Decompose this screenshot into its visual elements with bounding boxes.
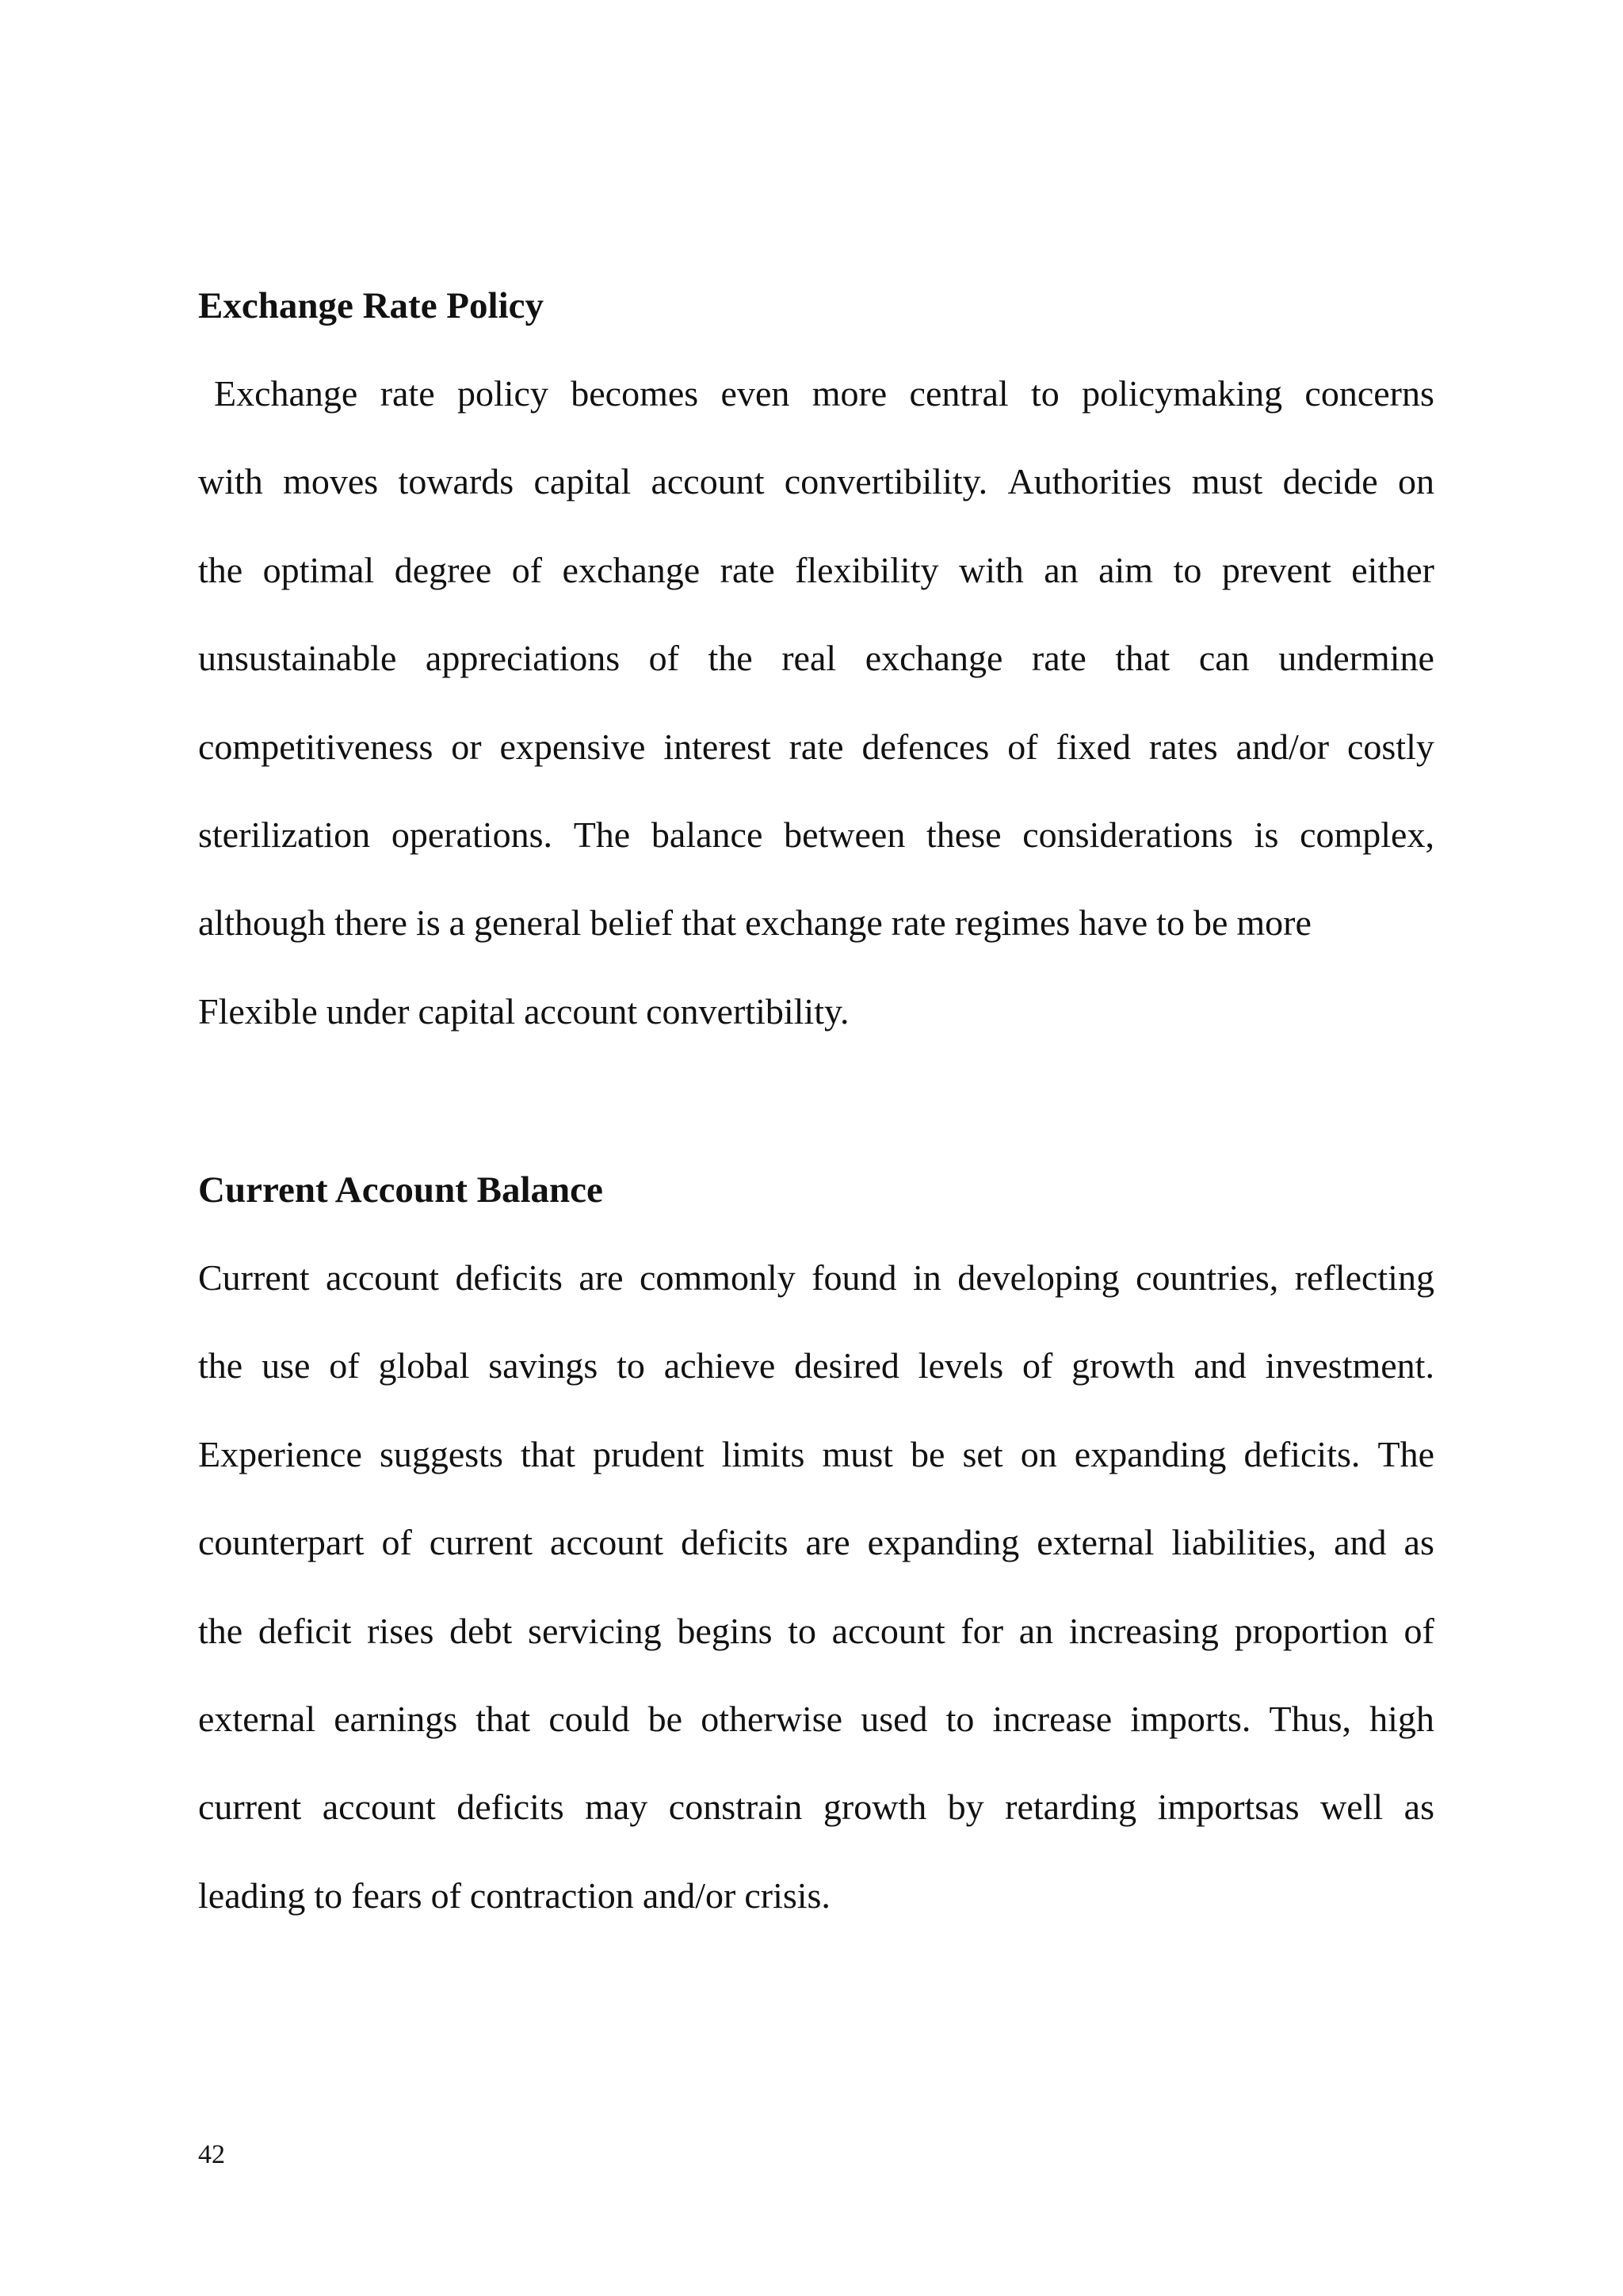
word: suggests <box>379 1433 503 1474</box>
word: for <box>960 1610 1004 1651</box>
text-line <box>198 901 1434 989</box>
text-line <box>198 636 1434 724</box>
word: general <box>474 902 582 944</box>
word: account <box>831 1610 945 1651</box>
word: is <box>1254 814 1279 855</box>
word: of <box>648 638 679 679</box>
word: deficits. <box>1243 1433 1361 1474</box>
word: more <box>812 373 888 414</box>
word: fears <box>351 1875 422 1916</box>
word: account <box>322 1787 436 1828</box>
word: rate <box>1031 638 1086 679</box>
word: policy <box>456 373 548 414</box>
word: competitiveness <box>198 726 433 767</box>
word: account <box>550 1522 664 1563</box>
word: policymaking <box>1082 373 1283 414</box>
word: degree <box>394 549 492 590</box>
word: decide <box>1282 461 1378 502</box>
word: prevent <box>1221 549 1331 590</box>
word: of <box>329 1345 360 1386</box>
word: more <box>1236 902 1312 944</box>
word: imports. <box>1130 1698 1251 1739</box>
word: external <box>1037 1522 1155 1563</box>
word: either <box>1351 549 1434 590</box>
word: investment. <box>1265 1345 1434 1386</box>
word: growth <box>1071 1345 1175 1386</box>
section-heading: Exchange Rate Policy <box>198 285 544 326</box>
word: fixed <box>1056 726 1131 767</box>
text-line <box>198 548 1434 636</box>
word: of <box>430 1875 461 1916</box>
word: commonly <box>639 1257 796 1298</box>
word: to <box>945 1698 975 1739</box>
word: of <box>511 549 543 590</box>
word: towards <box>398 461 514 502</box>
word: set <box>962 1433 1003 1474</box>
word: leading <box>198 1875 306 1916</box>
word: the <box>198 1345 243 1386</box>
text-line <box>198 1344 1434 1432</box>
word: to <box>1156 902 1185 944</box>
word: account <box>651 461 765 502</box>
text-line <box>198 1432 1434 1520</box>
word: Authorities <box>1007 461 1172 502</box>
word: operations. <box>391 814 552 855</box>
text-line <box>198 1874 1434 1962</box>
word: real <box>781 638 837 679</box>
word: that <box>475 1698 531 1739</box>
word: expanding <box>1074 1433 1227 1474</box>
text-line <box>198 1520 1434 1608</box>
word: with <box>198 461 263 502</box>
word: deficits <box>455 1257 563 1298</box>
word: the <box>198 1610 243 1651</box>
word: proportion <box>1234 1610 1388 1651</box>
word: importsas <box>1157 1787 1300 1828</box>
word: of <box>1403 1610 1434 1651</box>
word: sterilization <box>198 814 371 855</box>
word: high <box>1369 1698 1434 1739</box>
word: deficits <box>681 1522 789 1563</box>
word: deficit <box>258 1610 352 1651</box>
word: there <box>334 902 407 944</box>
text-line <box>198 1785 1434 1873</box>
word: rises <box>367 1610 434 1651</box>
word: account <box>325 1257 440 1298</box>
word: and/or <box>1235 726 1330 767</box>
word: exchange <box>562 549 701 590</box>
word: deficits <box>456 1787 564 1828</box>
word: capital <box>418 990 516 1032</box>
word: Experience <box>198 1433 362 1474</box>
word: Flexible <box>198 990 318 1032</box>
word: capital <box>533 461 632 502</box>
word: The <box>1377 1433 1434 1474</box>
word: otherwise <box>701 1698 843 1739</box>
word: to <box>617 1345 645 1386</box>
word: on <box>1397 461 1434 502</box>
word: achieve <box>663 1345 776 1386</box>
word: expensive <box>499 726 646 767</box>
word: earnings <box>334 1698 458 1739</box>
text-line <box>198 1609 1434 1697</box>
text-line <box>198 372 1434 460</box>
word: external <box>198 1698 316 1739</box>
word: interest <box>663 726 771 767</box>
word: although <box>198 902 326 944</box>
word: unsustainable <box>198 638 397 679</box>
text-line <box>198 813 1434 901</box>
word: crisis. <box>744 1875 831 1916</box>
word: as <box>1403 1787 1434 1828</box>
word: desired <box>794 1345 899 1386</box>
word: undermine <box>1278 638 1434 679</box>
word: have <box>1079 902 1148 944</box>
word: counterpart <box>198 1522 365 1563</box>
word: may <box>585 1787 648 1828</box>
text-line <box>198 725 1434 813</box>
section-current-account-balance <box>198 1168 1434 1962</box>
word: growth <box>823 1787 927 1828</box>
word: savings <box>488 1345 598 1386</box>
word: balance <box>651 814 763 855</box>
word: aim <box>1098 549 1154 590</box>
word: even <box>720 373 790 414</box>
word: that <box>1115 638 1170 679</box>
word: exchange <box>865 638 1003 679</box>
word: rate <box>720 549 775 590</box>
word: convertibility. <box>784 461 988 502</box>
word: rate <box>380 373 435 414</box>
word: central <box>909 373 1009 414</box>
word: servicing <box>528 1610 662 1651</box>
word: these <box>926 814 1002 855</box>
word: current <box>429 1522 533 1563</box>
word: levels <box>918 1345 1004 1386</box>
word: can <box>1198 638 1250 679</box>
word: developing <box>957 1257 1120 1298</box>
word: Thus, <box>1269 1698 1352 1739</box>
word: or <box>451 726 482 767</box>
word: as <box>1403 1522 1434 1563</box>
word: be <box>647 1698 683 1739</box>
word: increasing <box>1068 1610 1219 1651</box>
section-body <box>198 372 1434 1077</box>
text-line <box>198 990 1434 1077</box>
word: and <box>1334 1522 1387 1563</box>
word: be <box>1193 902 1228 944</box>
word: complex, <box>1300 814 1434 855</box>
word: is <box>415 902 441 944</box>
word: of <box>1007 726 1038 767</box>
word: must <box>822 1433 893 1474</box>
word: with <box>958 549 1024 590</box>
text-line <box>198 1697 1434 1785</box>
word: limits <box>721 1433 805 1474</box>
word: to <box>1031 373 1060 414</box>
word: costly <box>1346 726 1434 767</box>
word: constrain <box>668 1787 803 1828</box>
text-line <box>198 460 1434 547</box>
word: between <box>784 814 906 855</box>
word: and <box>1193 1345 1247 1386</box>
word: concerns <box>1304 373 1434 414</box>
word: that <box>520 1433 575 1474</box>
word: moves <box>283 461 379 502</box>
word: a <box>449 902 466 944</box>
word: under <box>326 990 410 1032</box>
word: could <box>548 1698 630 1739</box>
word: reflecting <box>1294 1257 1434 1298</box>
word: global <box>378 1345 470 1386</box>
word: of <box>1022 1345 1053 1386</box>
word: convertibility. <box>646 990 850 1032</box>
word: Exchange <box>214 373 358 414</box>
word: debt <box>449 1610 513 1651</box>
section-heading: Current Account Balance <box>198 1169 603 1211</box>
word: defences <box>861 726 990 767</box>
word: appreciations <box>425 638 621 679</box>
word: considerations <box>1022 814 1233 855</box>
word: by <box>947 1787 984 1828</box>
word: current <box>198 1787 302 1828</box>
word: of <box>381 1522 412 1563</box>
page-number: 42 <box>198 2140 225 2169</box>
word: found <box>812 1257 897 1298</box>
word: The <box>573 814 631 855</box>
word: and/or <box>642 1875 736 1916</box>
word: prudent <box>593 1433 705 1474</box>
word: are <box>805 1522 850 1563</box>
word: begins <box>677 1610 773 1651</box>
word: rate <box>891 902 946 944</box>
text-line <box>198 1256 1434 1344</box>
word: belief <box>590 902 674 944</box>
word: flexibility <box>795 549 939 590</box>
word: contraction <box>469 1875 634 1916</box>
word: in <box>913 1257 941 1298</box>
section-body <box>198 1256 1434 1962</box>
word: must <box>1191 461 1263 502</box>
word: an <box>1018 1610 1054 1651</box>
word: countries, <box>1136 1257 1279 1298</box>
word: to <box>788 1610 816 1651</box>
word: the <box>198 549 243 590</box>
word: are <box>579 1257 624 1298</box>
section-exchange-rate-policy <box>198 284 1434 1077</box>
word: to <box>1173 549 1202 590</box>
word: an <box>1044 549 1079 590</box>
word: exchange <box>745 902 883 944</box>
word: becomes <box>571 373 699 414</box>
word: retarding <box>1005 1787 1137 1828</box>
word: increase <box>992 1698 1113 1739</box>
word: the <box>708 638 753 679</box>
word: used <box>861 1698 928 1739</box>
word: on <box>1020 1433 1057 1474</box>
word: regimes <box>954 902 1071 944</box>
word: that <box>682 902 737 944</box>
word: optimal <box>262 549 375 590</box>
word: be <box>911 1433 945 1474</box>
word: rate <box>789 726 844 767</box>
word: well <box>1320 1787 1384 1828</box>
word: to <box>314 1875 343 1916</box>
word: use <box>262 1345 311 1386</box>
word: expanding <box>867 1522 1020 1563</box>
word: liabilities, <box>1171 1522 1317 1563</box>
word: account <box>524 990 638 1032</box>
word: Current <box>198 1257 310 1298</box>
word: rates <box>1148 726 1218 767</box>
